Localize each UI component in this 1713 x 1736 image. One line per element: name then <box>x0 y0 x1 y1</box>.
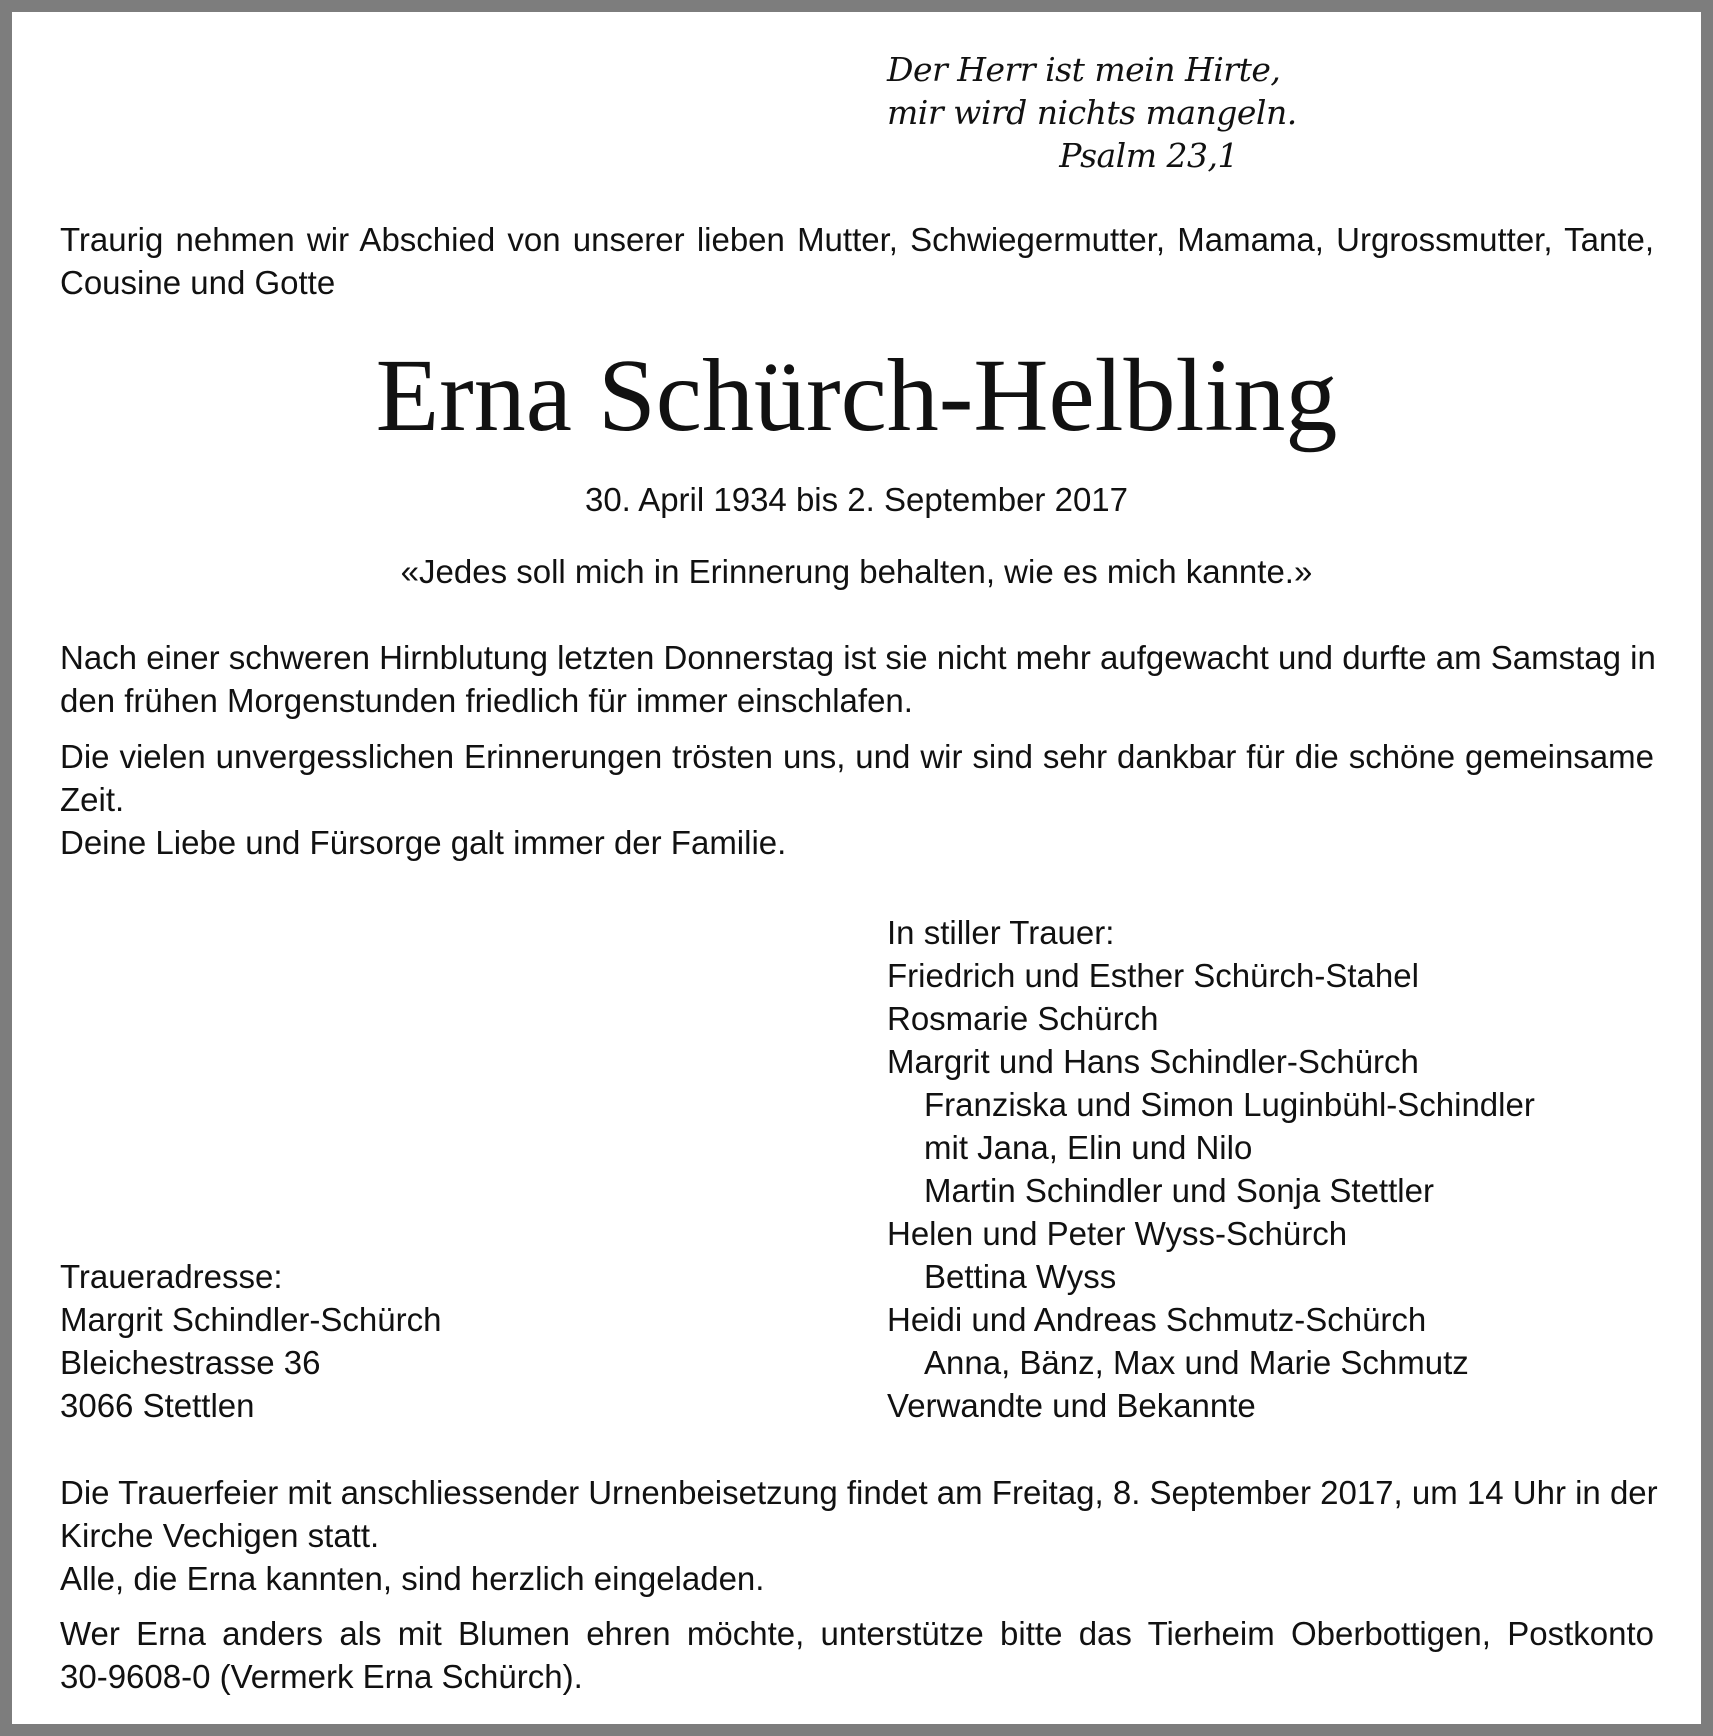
mourner-line-indented: Bettina Wyss <box>924 1258 1117 1295</box>
address-label: Traueradresse: <box>60 1258 283 1295</box>
address-name: Margrit Schindler-Schürch <box>60 1301 442 1338</box>
life-dates: 30. April 1934 bis 2. September 2017 <box>584 481 1129 518</box>
donation-line-2: 30-9608-0 (Vermerk Erna Schürch). <box>60 1658 583 1695</box>
ceremony-line-1: Die Trauerfeier mit anschliessender Urnenbeisetzung findet am Freitag, 8. September 2017, um 14 Uhr in der <box>60 1474 1658 1511</box>
mourner-line-indented: Martin Schindler und Sonja Stettler <box>924 1172 1434 1209</box>
mourner-line-indented: Anna, Bänz, Max und Marie Schmutz <box>924 1344 1469 1381</box>
mourner-line: Verwandte und Bekannte <box>887 1387 1256 1424</box>
ceremony-line-2: Kirche Vechigen statt. <box>60 1517 380 1554</box>
motto-source: Psalm 23,1 <box>1059 136 1238 175</box>
mourner-line: Helen und Peter Wyss-Schürch <box>887 1215 1348 1252</box>
paragraph-2-line-1: Die vielen unvergesslichen Erinnerungen trösten uns, und wir sind sehr dankbar für die schöne gemeinsame <box>60 738 1654 775</box>
ceremony-line-3: Alle, die Erna kannten, sind herzlich eingeladen. <box>60 1560 765 1597</box>
deceased-name: Erna Schürch-Helbling <box>375 338 1338 453</box>
quote: «Jedes soll mich in Erinnerung behalten, wie es mich kannte.» <box>400 553 1313 590</box>
paragraph-2-line-2: Zeit. <box>60 781 125 818</box>
mourner-line: Heidi und Andreas Schmutz-Schürch <box>887 1301 1427 1338</box>
mourner-line: Friedrich und Esther Schürch-Stahel <box>887 957 1419 994</box>
paragraph-2-line-3: Deine Liebe und Fürsorge galt immer der Familie. <box>60 824 787 861</box>
mourner-line: Rosmarie Schürch <box>887 1000 1159 1037</box>
intro-line-1: Traurig nehmen wir Abschied von unserer lieben Mutter, Schwiegermutter, Mamama, Urgrossmutter, Tante, <box>60 221 1654 258</box>
donation-line-1: Wer Erna anders als mit Blumen ehren möchte, unterstütze bitte das Tierheim Oberbottigen, Postkonto <box>60 1615 1654 1652</box>
intro-line-2: Cousine und Gotte <box>60 264 336 301</box>
motto-line-1: Der Herr ist mein Hirte, <box>887 50 1281 89</box>
paragraph-1-line-1: Nach einer schweren Hirnblutung letzten Donnerstag ist sie nicht mehr aufgewacht und durfte am Samstag in <box>60 639 1656 676</box>
mourner-line-indented: mit Jana, Elin und Nilo <box>924 1129 1253 1166</box>
mourners-heading: In stiller Trauer: <box>887 914 1115 951</box>
paragraph-1-line-2: den frühen Morgenstunden friedlich für immer einschlafen. <box>60 682 913 719</box>
address-city: 3066 Stettlen <box>60 1387 255 1424</box>
address-street: Bleichestrasse 36 <box>60 1344 321 1381</box>
obituary-notice <box>12 12 1701 1724</box>
motto-line-2: mir wird nichts mangeln. <box>887 93 1297 132</box>
mourner-line-indented: Franziska und Simon Luginbühl-Schindler <box>924 1086 1535 1123</box>
mourner-line: Margrit und Hans Schindler-Schürch <box>887 1043 1419 1080</box>
